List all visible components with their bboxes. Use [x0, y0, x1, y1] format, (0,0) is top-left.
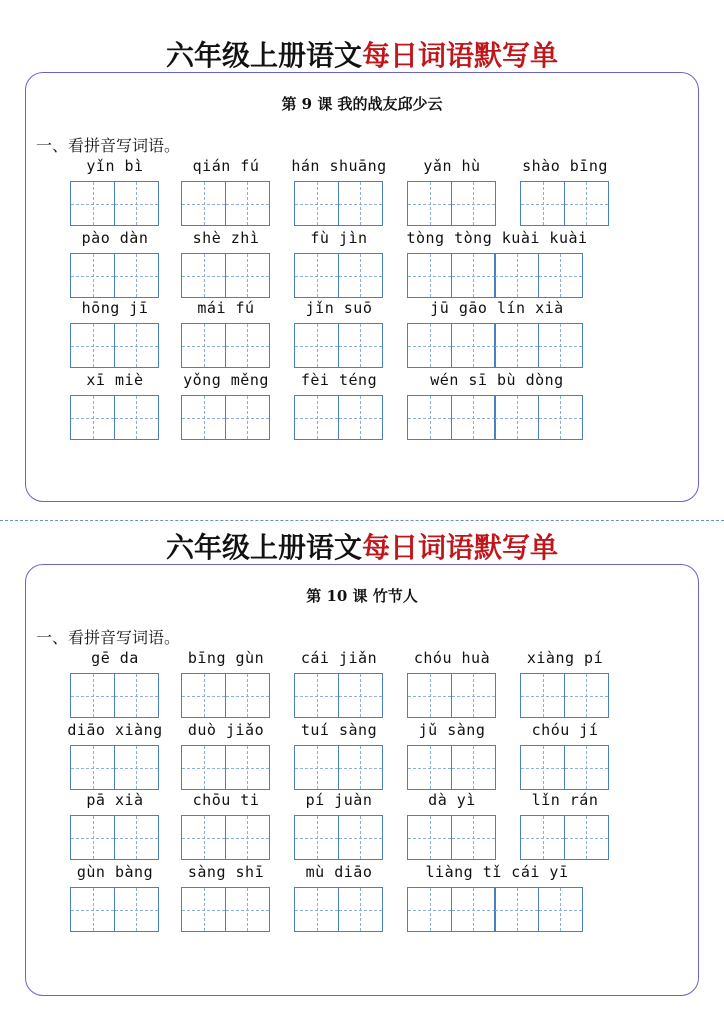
writing-cell[interactable]: [294, 745, 339, 790]
pinyin-label: mái fú: [197, 299, 255, 317]
pinyin-label: pí juàn: [305, 791, 373, 809]
pinyin-label: yǐn bì: [86, 157, 144, 175]
writing-cell[interactable]: [181, 181, 226, 226]
pinyin-label: chōu ti: [192, 791, 260, 809]
writing-cell[interactable]: [181, 745, 226, 790]
writing-cell[interactable]: [225, 887, 270, 932]
writing-cell[interactable]: [538, 253, 583, 298]
section-heading: 一、看拼音写词语。: [36, 628, 181, 647]
writing-cell[interactable]: [181, 395, 226, 440]
writing-cell[interactable]: [407, 323, 452, 368]
writing-cell[interactable]: [114, 253, 159, 298]
writing-cell[interactable]: [338, 181, 383, 226]
writing-cell[interactable]: [564, 815, 609, 860]
writing-cell[interactable]: [225, 395, 270, 440]
writing-grid: [181, 323, 268, 368]
writing-cell[interactable]: [114, 323, 159, 368]
writing-cell[interactable]: [451, 887, 496, 932]
lesson-title: 第 10 课 竹节人: [306, 587, 418, 605]
title-red: 每日词语默写单: [362, 531, 559, 564]
pinyin-label: cái jiǎn: [300, 649, 378, 667]
writing-cell[interactable]: [225, 745, 270, 790]
pinyin-label: chóu huà: [413, 649, 491, 667]
writing-cell[interactable]: [538, 887, 583, 932]
writing-grid: [294, 673, 381, 718]
writing-grid: [407, 673, 494, 718]
pinyin-label: duò jiǎo: [187, 721, 265, 739]
worksheet-card: [25, 564, 699, 996]
writing-cell[interactable]: [494, 323, 539, 368]
writing-cell[interactable]: [564, 673, 609, 718]
writing-grid: [181, 815, 268, 860]
title-red: 每日词语默写单: [362, 39, 559, 72]
writing-cell[interactable]: [70, 745, 115, 790]
writing-grid: [181, 673, 268, 718]
pinyin-label: mù diāo: [305, 863, 373, 881]
pinyin-label: bīng gùn: [187, 649, 265, 667]
writing-cell[interactable]: [114, 181, 159, 226]
writing-cell[interactable]: [494, 253, 539, 298]
pinyin-label: jū gāo lín xià: [430, 299, 564, 317]
writing-cell[interactable]: [294, 673, 339, 718]
writing-cell[interactable]: [494, 887, 539, 932]
writing-grid: [407, 253, 581, 298]
pinyin-label: tòng tòng kuài kuài: [406, 229, 588, 247]
writing-cell[interactable]: [407, 673, 452, 718]
writing-cell[interactable]: [407, 395, 452, 440]
writing-cell[interactable]: [294, 181, 339, 226]
pinyin-label: gē da: [91, 649, 139, 667]
worksheet-card: [25, 72, 699, 502]
writing-cell[interactable]: [451, 673, 496, 718]
writing-cell[interactable]: [338, 673, 383, 718]
writing-grid: [70, 887, 157, 932]
writing-cell[interactable]: [520, 745, 565, 790]
pinyin-label: yǒng měng: [183, 371, 269, 389]
writing-grid: [181, 253, 268, 298]
writing-cell[interactable]: [520, 673, 565, 718]
writing-cell[interactable]: [338, 253, 383, 298]
pinyin-label: pào dàn: [81, 229, 149, 247]
writing-grid: [520, 745, 607, 790]
writing-cell[interactable]: [181, 253, 226, 298]
writing-grid: [70, 815, 157, 860]
pinyin-label: shè zhì: [192, 229, 260, 247]
writing-cell[interactable]: [407, 181, 452, 226]
writing-cell[interactable]: [451, 745, 496, 790]
cut-line: [0, 520, 724, 521]
writing-grid: [294, 745, 381, 790]
writing-cell[interactable]: [520, 815, 565, 860]
pinyin-label: jǔ sàng: [418, 721, 486, 739]
writing-cell[interactable]: [294, 395, 339, 440]
pinyin-label: fù jìn: [310, 229, 368, 247]
writing-cell[interactable]: [294, 323, 339, 368]
pinyin-label: liàng tǐ cái yī: [425, 863, 569, 881]
writing-grid: [407, 745, 494, 790]
pinyin-label: wén sī bù dòng: [430, 371, 564, 389]
writing-grid: [407, 181, 494, 226]
writing-cell[interactable]: [538, 323, 583, 368]
writing-cell[interactable]: [181, 673, 226, 718]
writing-cell[interactable]: [70, 887, 115, 932]
writing-grid: [70, 395, 157, 440]
pinyin-label: chóu jí: [531, 721, 599, 739]
writing-grid: [181, 887, 268, 932]
writing-cell[interactable]: [407, 887, 452, 932]
writing-grid: [70, 181, 157, 226]
writing-grid: [181, 181, 268, 226]
writing-grid: [294, 395, 381, 440]
writing-grid: [181, 395, 268, 440]
writing-cell[interactable]: [338, 395, 383, 440]
pinyin-label: gùn bàng: [76, 863, 154, 881]
writing-grid: [407, 887, 581, 932]
writing-cell[interactable]: [70, 395, 115, 440]
writing-grid: [70, 673, 157, 718]
title-black: 六年级上册语文: [165, 531, 362, 564]
pinyin-label: xiàng pí: [526, 649, 604, 667]
writing-cell[interactable]: [294, 887, 339, 932]
writing-grid: [407, 395, 581, 440]
writing-cell[interactable]: [114, 815, 159, 860]
writing-cell[interactable]: [70, 673, 115, 718]
writing-cell[interactable]: [338, 323, 383, 368]
writing-cell[interactable]: [294, 253, 339, 298]
writing-grid: [294, 887, 381, 932]
writing-cell[interactable]: [451, 323, 496, 368]
writing-cell[interactable]: [181, 323, 226, 368]
writing-grid: [294, 253, 381, 298]
pinyin-label: xī miè: [86, 371, 144, 389]
writing-cell[interactable]: [181, 815, 226, 860]
writing-cell[interactable]: [114, 887, 159, 932]
writing-cell[interactable]: [70, 253, 115, 298]
writing-cell[interactable]: [407, 815, 452, 860]
writing-cell[interactable]: [70, 181, 115, 226]
writing-cell[interactable]: [225, 253, 270, 298]
pinyin-label: hōng jī: [81, 299, 149, 317]
writing-cell[interactable]: [225, 323, 270, 368]
pinyin-label: lǐn rán: [531, 791, 599, 809]
pinyin-label: hán shuāng: [291, 157, 387, 175]
writing-cell[interactable]: [451, 395, 496, 440]
writing-grid: [70, 323, 157, 368]
writing-cell[interactable]: [407, 745, 452, 790]
pinyin-label: dà yì: [428, 791, 476, 809]
writing-cell[interactable]: [451, 181, 496, 226]
writing-cell[interactable]: [225, 181, 270, 226]
title-black: 六年级上册语文: [165, 39, 362, 72]
pinyin-label: jǐn suō: [305, 299, 373, 317]
writing-grid: [520, 673, 607, 718]
pinyin-label: yǎn hù: [423, 157, 481, 175]
writing-cell[interactable]: [70, 323, 115, 368]
pinyin-label: pā xià: [86, 791, 144, 809]
writing-cell[interactable]: [225, 815, 270, 860]
writing-grid: [70, 253, 157, 298]
writing-cell[interactable]: [338, 745, 383, 790]
writing-cell[interactable]: [338, 815, 383, 860]
writing-cell[interactable]: [114, 673, 159, 718]
writing-cell[interactable]: [70, 815, 115, 860]
pinyin-label: diāo xiàng: [67, 721, 163, 739]
sheet-title: [0, 34, 724, 74]
writing-cell[interactable]: [181, 887, 226, 932]
writing-grid: [520, 181, 607, 226]
writing-grid: [294, 323, 381, 368]
writing-grid: [181, 745, 268, 790]
lesson-title: 第 9 课 我的战友邱少云: [281, 95, 443, 113]
sheet-title: [0, 526, 724, 566]
writing-grid: [294, 181, 381, 226]
writing-grid: [407, 815, 494, 860]
section-heading: 一、看拼音写词语。: [36, 136, 181, 155]
writing-cell[interactable]: [114, 745, 159, 790]
writing-cell[interactable]: [564, 181, 609, 226]
writing-cell[interactable]: [114, 395, 159, 440]
pinyin-label: qián fú: [192, 157, 260, 175]
pinyin-label: fèi téng: [300, 371, 378, 389]
writing-cell[interactable]: [294, 815, 339, 860]
writing-cell[interactable]: [494, 395, 539, 440]
writing-cell[interactable]: [538, 395, 583, 440]
writing-grid: [520, 815, 607, 860]
writing-cell[interactable]: [407, 253, 452, 298]
pinyin-label: sàng shī: [187, 863, 265, 881]
writing-cell[interactable]: [564, 745, 609, 790]
writing-cell[interactable]: [338, 887, 383, 932]
writing-cell[interactable]: [520, 181, 565, 226]
writing-cell[interactable]: [451, 815, 496, 860]
writing-grid: [70, 745, 157, 790]
pinyin-label: tuí sàng: [300, 721, 378, 739]
writing-cell[interactable]: [225, 673, 270, 718]
writing-cell[interactable]: [451, 253, 496, 298]
writing-grid: [407, 323, 581, 368]
writing-grid: [294, 815, 381, 860]
pinyin-label: shào bīng: [522, 157, 608, 175]
